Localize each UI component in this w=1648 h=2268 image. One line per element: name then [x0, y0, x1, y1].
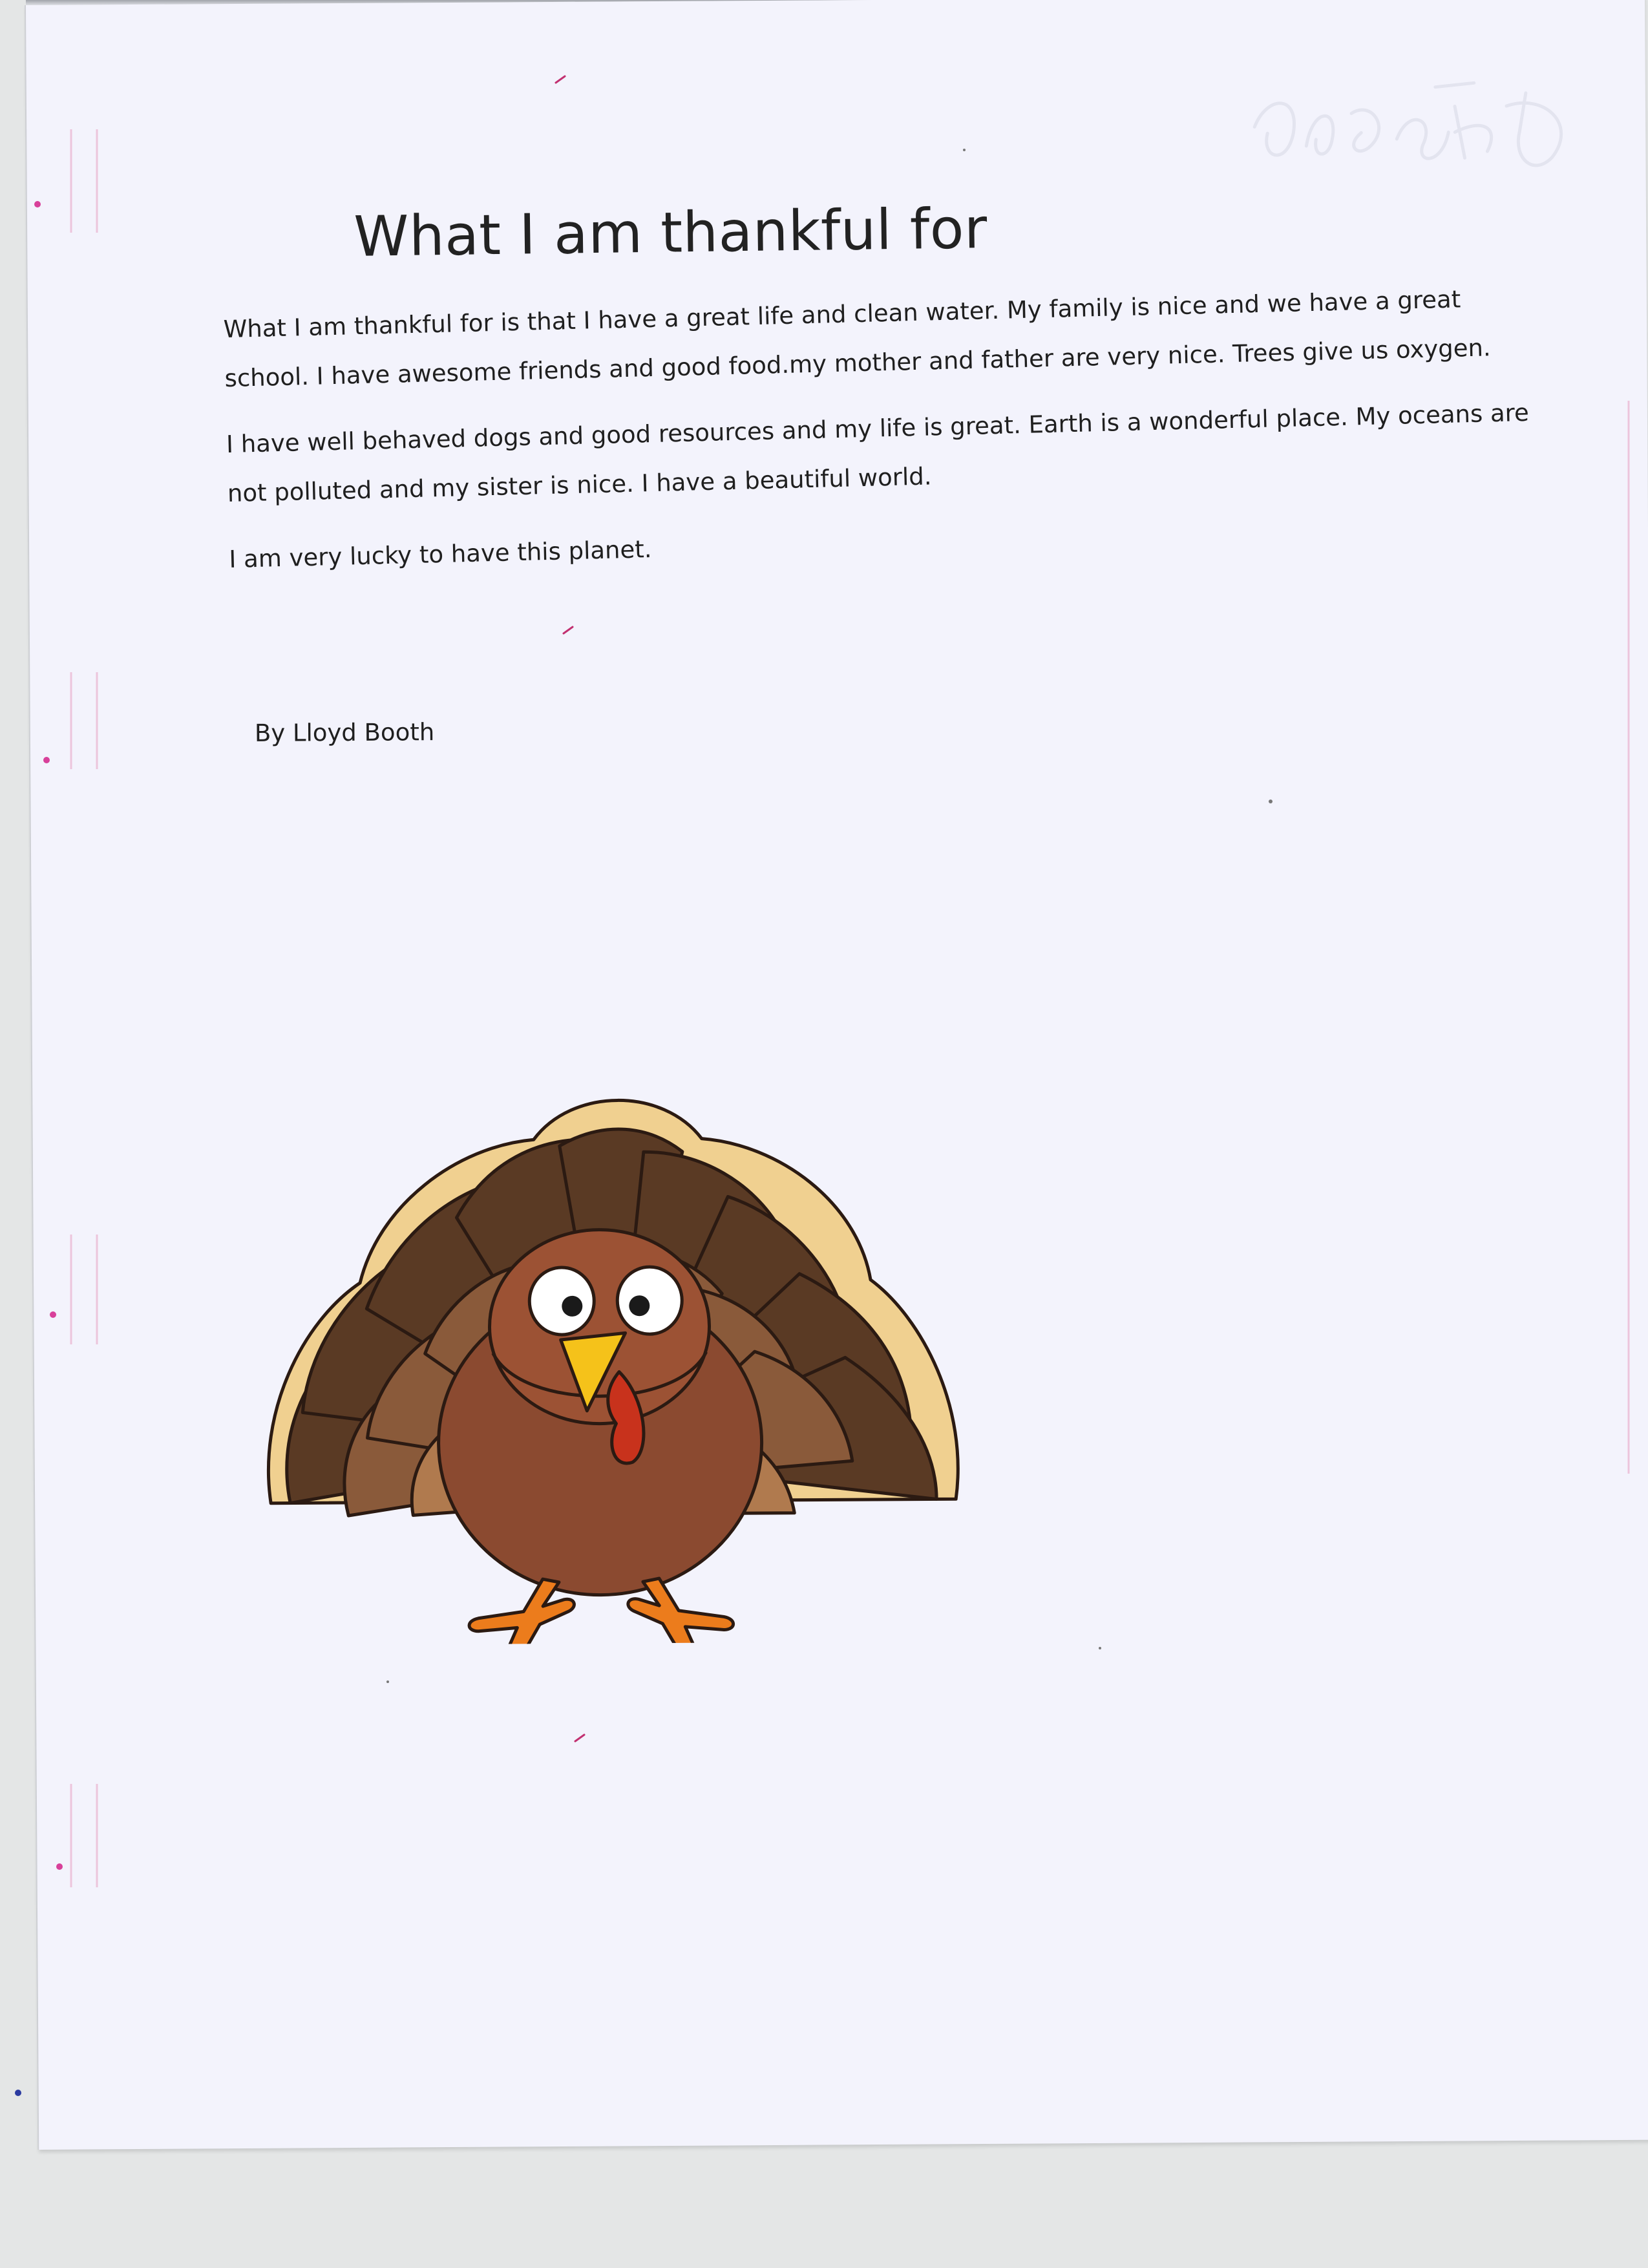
author-byline: By Lloyd Booth [254, 718, 435, 747]
paragraph-2: I have well behaved dogs and good resources and my life is great. Earth is a wonderful place. My oceans are not polluted and my sister is nice. I have a beautiful world. [226, 398, 1530, 508]
paragraph-1: What I am thankful for is that I have a great life and clean water. My family is nice and we have a great school. I have awesome friends and good food.my mother and father are very nice. Trees give us oxygen. [223, 285, 1492, 393]
page-title: What I am thankful for [353, 196, 988, 270]
paragraph-3: I am very lucky to have this planet. [228, 535, 652, 574]
